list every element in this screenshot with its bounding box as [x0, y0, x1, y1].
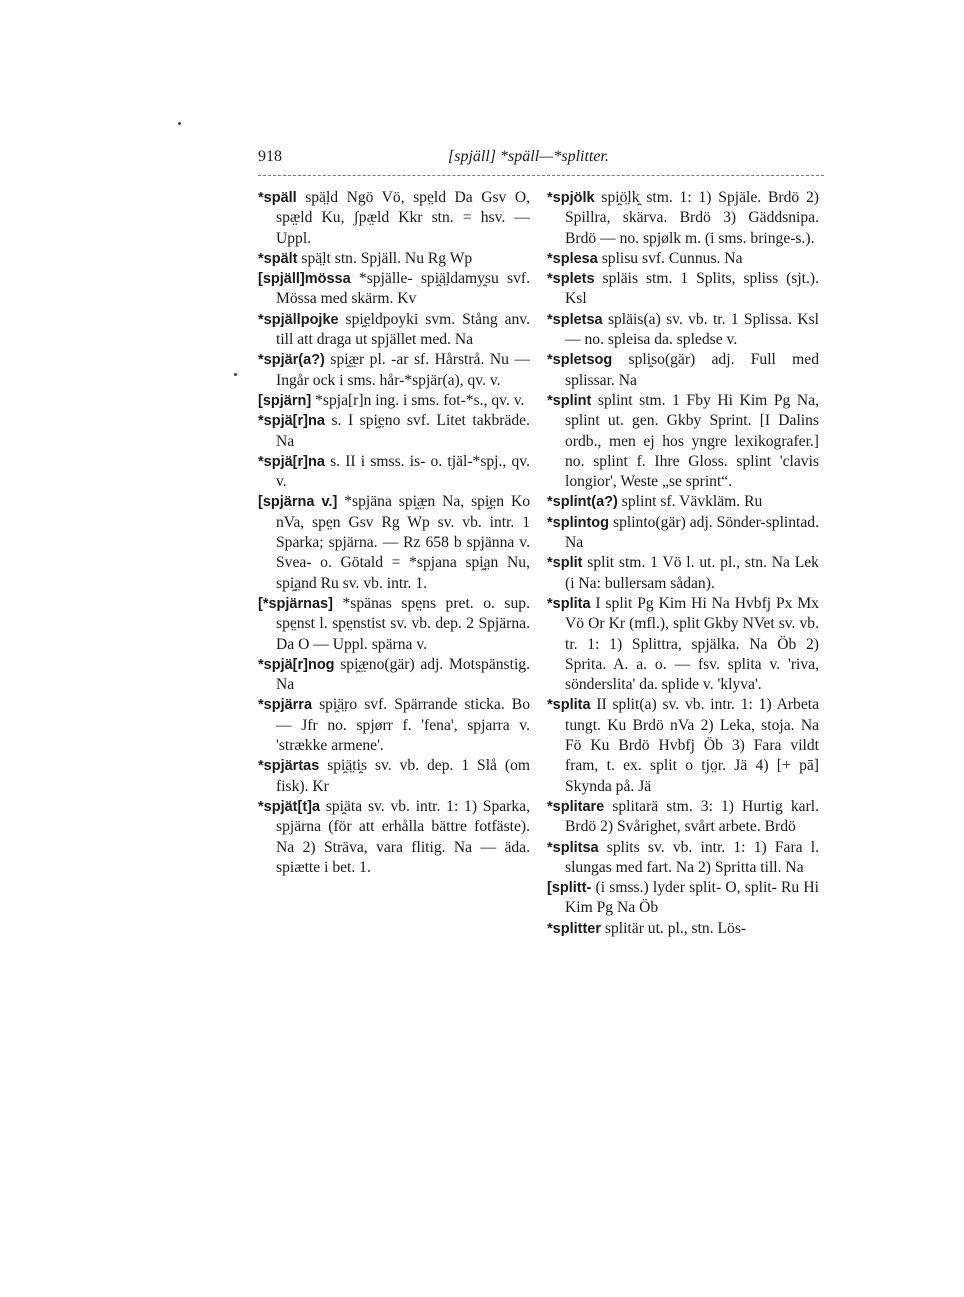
entry-text: spä̤ld Ngö Vö, spe̤ld Da Gsv O, spæ̤ld Ku, ʃpæ̤ld Kkr stn. = hsv. — Uppl. [276, 189, 530, 247]
head-word: *spjä[r]na [258, 413, 325, 430]
dictionary-entry [258, 350, 530, 391]
dictionary-entry [258, 655, 530, 696]
scan-speck [234, 373, 237, 376]
dictionary-entry [547, 391, 819, 492]
head-word: *splita [547, 595, 591, 612]
dictionary-entry [547, 797, 819, 838]
entry-text: I split Pg Kim Hi Na Hvbfj Px Mx Vö Or Kr (mfl.), split Gkby NVet sv. vb. tr. 1: 1) Splittra, spjälka. Na Öb 2) Sprita. A. a. o. — fsv. splita v. 'riva, sönderslita' da. splide v. 'klyva'. [565, 594, 819, 694]
head-word: [spjärn] [258, 392, 312, 409]
dictionary-entry [258, 492, 530, 593]
head-word: *splitter [547, 920, 601, 937]
head-word: *splita [547, 697, 591, 714]
head-word: *split [547, 555, 583, 572]
page-header [258, 148, 818, 172]
dictionary-entry [258, 269, 530, 310]
right-column [547, 188, 819, 939]
dictionary-entry [547, 310, 819, 351]
head-word: *spjölk [547, 190, 595, 206]
head-word: *spjärra [258, 697, 313, 714]
entry-text: splisu svf. Cunnus. Na [601, 249, 743, 267]
dictionary-entry [547, 695, 819, 796]
dictionary-entry [547, 838, 819, 879]
head-word: *späll [258, 190, 297, 206]
entry-text: splint stm. 1 Fby Hi Kim Pg Na, splint ut. gen. Gkby Sprint. [I Dalins ordb., men ej hos yngre lexikografer.] no. splint f. Ihre Gloss. splint 'clavis longior', Weste „se sprint“. [565, 391, 819, 491]
header-rule [258, 175, 824, 176]
head-word: *spjä[r]na [258, 453, 325, 470]
head-word: *splint [547, 392, 592, 409]
dictionary-entry [258, 452, 530, 493]
entry-text: s. I spi̯e̤no svf. Litet takbräde. Na [276, 412, 530, 450]
head-word: *spjärtas [258, 758, 320, 775]
entry-text: spläis(a) sv. vb. tr. 1 Splissa. Ksl — no. spleisa da. spledse v. [565, 310, 819, 349]
head-word: *splint(a?) [547, 494, 618, 511]
dictionary-entry [258, 411, 530, 452]
dictionary-entry [547, 249, 819, 269]
entry-text: *spjälle- spi̯ä̤ldamy̯su svf. Mössa med skärm. Kv [276, 270, 530, 308]
head-word: *spjät[t]a [258, 798, 321, 815]
dictionary-entry [547, 492, 819, 512]
entry-text: spi̯ä̤ro svf. Spärrande sticka. Bo — Jfr no. spjørr f. 'fena', spjarra v. 'strække armene'. [276, 696, 530, 755]
entry-text: spi̯e̤ldpoyki svm. Stång anv. till att draga ut spjället med. Na [276, 310, 530, 349]
dictionary-entry [258, 756, 530, 797]
dictionary-entry [258, 310, 530, 351]
entry-text: spi̯æ̤r pl. -ar sf. Hårstrå. Nu — Ingår ock i sms. hår-*spjär(a), qv. v. [276, 351, 530, 389]
dictionary-entry [547, 513, 819, 554]
entry-text: spli̯so(gär) adj. Full med splissar. Na [565, 351, 819, 389]
head-word: *splets [547, 271, 595, 288]
head-word: [splitt- [547, 880, 592, 897]
dictionary-entry [258, 391, 530, 411]
dictionary-entry [547, 878, 819, 919]
running-head: [spjäll] *späll—*splitter. [448, 148, 609, 165]
entry-text: spi̯ö̤lk̯ stm. 1: 1) Spjäle. Brdö 2) Spillra, skärva. Brdö 3) Gäddsnipa. Brdö — no. spjølk m. (i sms. bringe-s.). [565, 189, 819, 247]
dictionary-entry [547, 594, 819, 695]
entry-text: (i smss.) lyder split- O, split- Ru Hi Kim Pg Na Öb [565, 879, 820, 917]
head-word: [*spjärnas] [258, 595, 333, 612]
entry-text: splinto(gär) adj. Sönder-splintad. Na [565, 513, 819, 552]
entry-text: split stm. 1 Vö l. ut. pl., stn. Na Lek (i Na: bullersam sådan). [565, 554, 819, 592]
entry-text: spi̯ä̤ti̯s sv. vb. dep. 1 Slå (om fisk). Kr [276, 757, 530, 795]
entry-text: II split(a) sv. vb. intr. 1: 1) Arbeta tungt. Ku Brdö nVa 2) Leka, stoja. Na Fö Ku Brdö Hvbfj Öb 3) Fara vildt fram, t. ex. split o tjo̤r. Jä 4) [+ pā] Skynda på. Jä [565, 696, 819, 795]
entry-text: *spja[r]n ing. i sms. fot-*s., qv. v. [315, 391, 525, 409]
head-word: *spjä[r]nog [258, 656, 335, 673]
head-word: [spjärna v.] [258, 494, 338, 511]
entry-text: splint sf. Vävkläm. Ru [621, 493, 763, 511]
entry-text: splitarä stm. 3: 1) Hurtig karl. Brdö 2) Svårighet, svårt arbete. Brdö [565, 797, 819, 836]
dictionary-entry [547, 269, 819, 310]
dictionary-entry [547, 350, 819, 391]
head-word: *spjär(a?) [258, 352, 325, 369]
entry-text: spläis stm. 1 Splits, spliss (sjt.). Ksl [565, 270, 819, 308]
dictionary-entry [547, 188, 819, 249]
entry-text: splitär ut. pl., stn. Lös- [604, 919, 747, 937]
entry-text: s. II i smss. is- o. tjäl-*spj., qv. v. [276, 452, 530, 491]
scan-speck [178, 122, 181, 125]
dictionary-entry [258, 249, 530, 269]
head-word: *splesa [547, 250, 598, 267]
dictionary-entry [258, 797, 530, 878]
head-word: [spjäll]mössa [258, 271, 351, 288]
dictionary-entry [258, 188, 530, 249]
entry-text: *spjäna spi̯æ̤n Na, spi̯e̤n Ko nVa, spe̤n Gsv Rg Wp sv. vb. intr. 1 Sparka; spjärna. — Rz 658 b spjänna v. Svea- o. Götald = *spjana spi̯a̤n Nu, spi̯a̤nd Ru sv. vb. intr. 1. [276, 493, 530, 592]
dictionary-entry [547, 553, 819, 594]
left-column [258, 188, 530, 878]
head-word: *splitare [547, 798, 605, 815]
page-number: 918 [258, 148, 282, 165]
entry-text: splits sv. vb. intr. 1: 1) Fara l. slungas med fart. Na 2) Spritta till. Na [565, 838, 819, 876]
head-word: *splitsa [547, 839, 599, 856]
entry-text: *spänas spe̤ns pret. o. sup. spe̤nst l. spe̤nstist sv. vb. dep. 2 Spjärna. Da O — Uppl. spärna v. [276, 594, 530, 653]
entry-text: spi̯äta sv. vb. intr. 1: 1) Sparka, spjärna (för att erhålla bättre fotfäste). Na 2) Sträva, vara flitig. Na — äda. spiætte i bet. 1. [276, 797, 530, 876]
dictionary-entry [547, 919, 819, 939]
entry-text: spi̯æ̤no(gär) adj. Motspänstig. Na [276, 655, 530, 694]
head-word: *spjällpojke [258, 311, 339, 328]
head-word: *spält [258, 250, 298, 267]
dictionary-entry [258, 695, 530, 756]
head-word: *splintog [547, 514, 610, 531]
dictionary-entry [258, 594, 530, 655]
entry-text: spä̤lt stn. Spjäll. Nu Rg Wp [301, 249, 473, 267]
head-word: *spletsa [547, 311, 603, 328]
head-word: *spletsog [547, 352, 613, 369]
